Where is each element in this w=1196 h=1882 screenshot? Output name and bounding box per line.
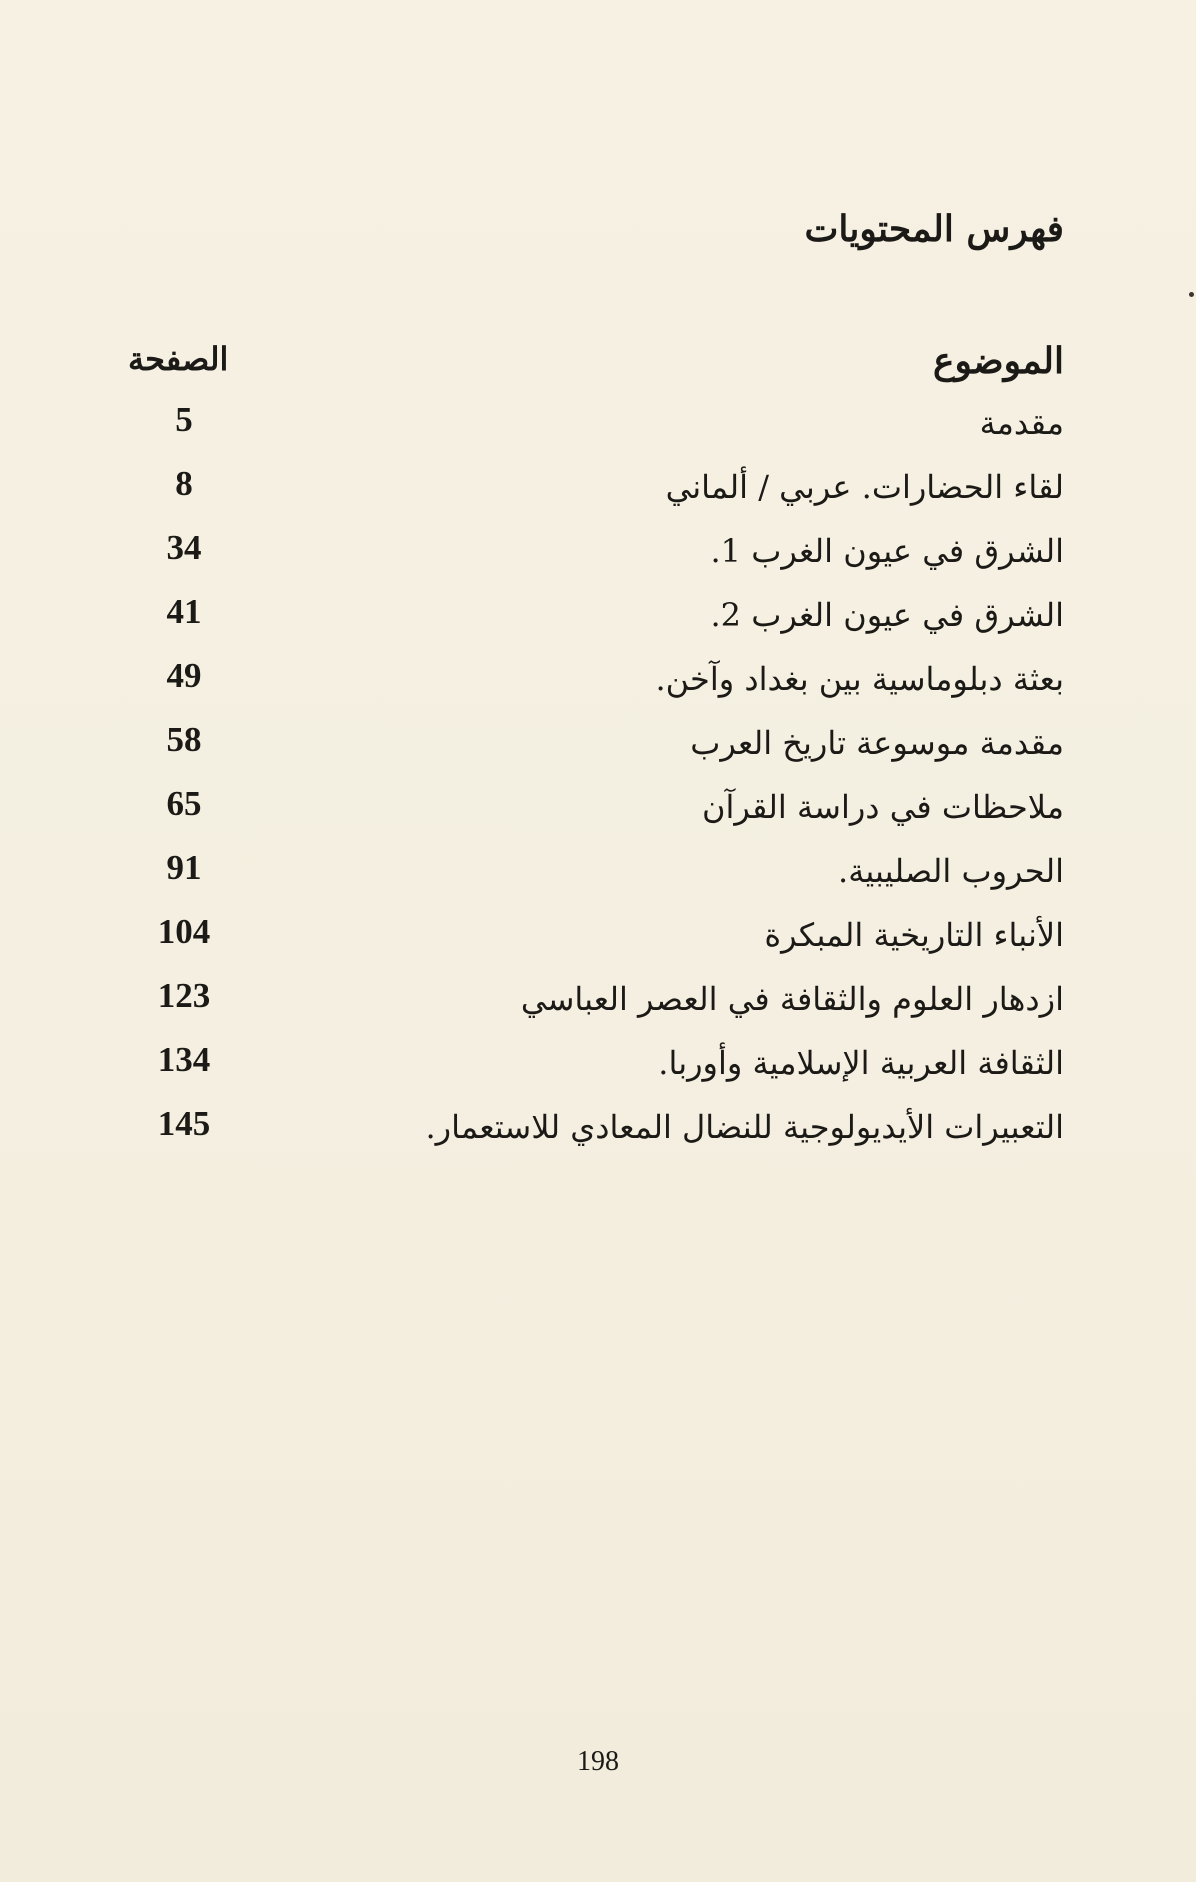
toc-row [128,910,1064,974]
footer-page-number: 198 [577,1746,619,1777]
toc-page-number: 65 [166,784,202,823]
toc-row [128,462,1064,526]
toc-page-number: 134 [157,1040,211,1079]
toc-page-number: 145 [157,1104,211,1143]
toc-topic: الحروب الصليبية. [838,852,1064,890]
toc-topic: الشرق في عيون الغرب 1. [710,532,1064,570]
toc-topic: الأنباء التاريخية المبكرة [764,916,1064,954]
toc-row [128,846,1064,910]
toc-row [128,590,1064,654]
toc-topic: بعثة دبلوماسية بين بغداد وآخن. [655,660,1064,698]
toc-topic: ملاحظات في دراسة القرآن [701,788,1064,826]
toc-page-number: 58 [166,720,202,759]
margin-mark [1189,292,1194,297]
toc-page-number: 8 [175,464,193,503]
toc-row [128,718,1064,782]
page-title: فهرس المحتويات [804,208,1064,250]
topic-column-header: الموضوع [932,340,1064,382]
toc-topic: الشرق في عيون الغرب 2. [710,596,1064,634]
toc-page-number: 34 [166,528,202,567]
toc-page-number: 91 [166,848,202,887]
toc-header-row [128,340,1064,390]
toc-topic: مقدمة موسوعة تاريخ العرب [690,724,1064,762]
toc-row [128,1038,1064,1102]
toc-row [128,526,1064,590]
toc-row [128,654,1064,718]
toc-topic: الثقافة العربية الإسلامية وأوربا. [658,1044,1064,1082]
toc-page-number: 123 [157,976,211,1015]
toc-page-number: 49 [166,656,202,695]
toc-topic: مقدمة [979,404,1064,442]
toc-topic: لقاء الحضارات. عربي / ألماني [665,468,1064,506]
toc-row [128,782,1064,846]
toc-row [128,974,1064,1038]
toc-page-number: 104 [157,912,211,951]
page-column-header: الصفحة [128,340,229,378]
table-of-contents [128,398,1064,1166]
toc-row [128,1102,1064,1166]
toc-topic: ازدهار العلوم والثقافة في العصر العباسي [520,980,1064,1018]
toc-page-number: 41 [166,592,202,631]
toc-row [128,398,1064,462]
toc-topic: التعبيرات الأيديولوجية للنضال المعادي للاستعمار. [425,1108,1064,1146]
toc-page-number: 5 [175,400,193,439]
